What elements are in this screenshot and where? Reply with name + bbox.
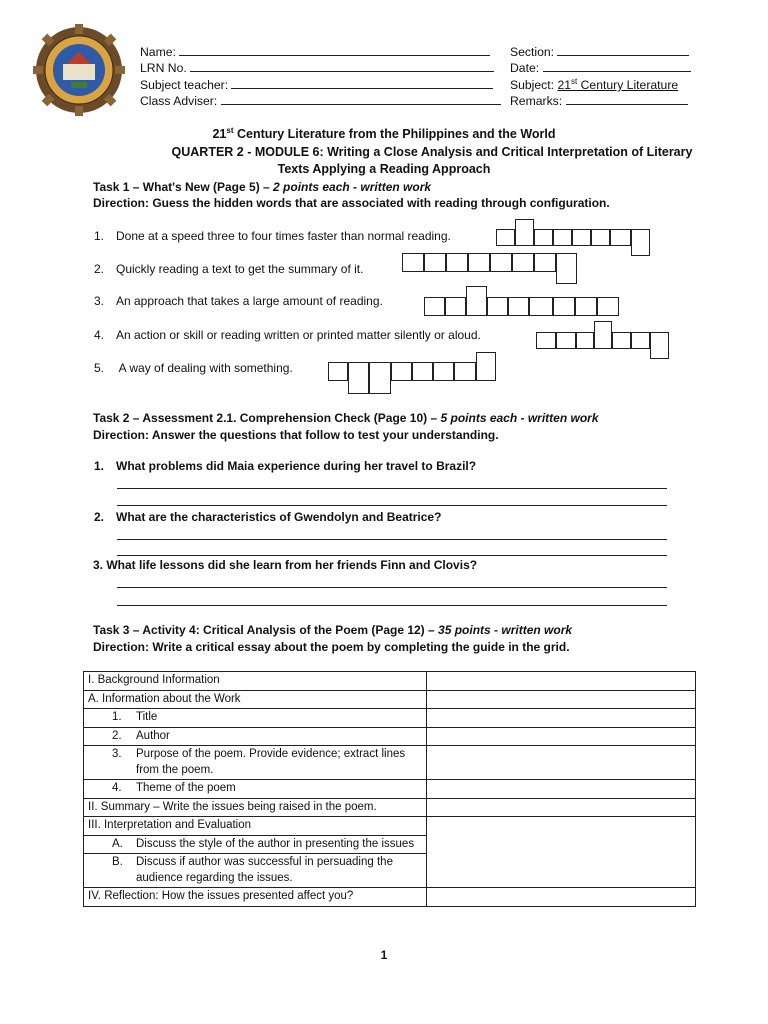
- answer-line[interactable]: [117, 555, 667, 556]
- module-title: QUARTER 2 - MODULE 6: Writing a Close Analysis and Critical Interpretation of Literary: [171, 145, 693, 159]
- teacher-line[interactable]: [231, 77, 493, 89]
- grid-answer-cell[interactable]: [427, 727, 696, 746]
- answer-line[interactable]: [117, 605, 667, 606]
- section-field[interactable]: Section:: [510, 44, 689, 59]
- school-logo: [33, 24, 125, 116]
- grid-label: I. Background Information: [84, 672, 427, 691]
- task2-heading: Task 2 – Assessment 2.1. Comprehension Check (Page 10) – 5 points each - written work: [93, 411, 599, 425]
- grid-answer-cell[interactable]: [427, 780, 696, 799]
- grid-answer-cell[interactable]: [427, 709, 696, 728]
- lrn-field[interactable]: LRN No.: [140, 60, 494, 75]
- page-number: 1: [380, 948, 388, 962]
- letter-box[interactable]: [610, 229, 631, 246]
- grid-answer-cell[interactable]: [427, 888, 696, 907]
- subject-value: 21st Century Literature: [557, 77, 679, 93]
- grid-row: [84, 817, 696, 836]
- letter-box[interactable]: [631, 332, 650, 349]
- letter-box[interactable]: [424, 253, 446, 272]
- letter-box[interactable]: [556, 253, 577, 284]
- task3-direction: Direction: Write a critical essay about the poem by completing the guide in the grid.: [93, 640, 570, 654]
- remarks-line[interactable]: [566, 93, 688, 105]
- module-subtitle: Texts Applying a Reading Approach: [277, 162, 491, 176]
- grid-row: [84, 888, 696, 907]
- date-field[interactable]: Date:: [510, 60, 691, 75]
- task1-heading: Task 1 – What's New (Page 5) – 2 points each - written work: [93, 180, 432, 194]
- task1-item-2: 2. Quickly reading a text to get the summary of it.: [94, 262, 364, 276]
- answer-line[interactable]: [117, 539, 667, 540]
- subject-field: Subject: 21st Century Literature: [510, 77, 679, 93]
- date-line[interactable]: [543, 60, 691, 72]
- letter-box[interactable]: [594, 321, 612, 349]
- answer-line[interactable]: [117, 505, 667, 506]
- grid-label: 2. Author: [84, 727, 427, 746]
- grid-label: A. Information about the Work: [84, 690, 427, 709]
- letter-box[interactable]: [572, 229, 591, 246]
- grid-row: [84, 746, 696, 780]
- grid-label: A. Discuss the style of the author in presenting the issues: [84, 835, 427, 854]
- answer-line[interactable]: [117, 587, 667, 588]
- adviser-field[interactable]: Class Adviser:: [140, 93, 501, 108]
- grid-row: [84, 780, 696, 799]
- answer-line[interactable]: [117, 488, 667, 489]
- section-line[interactable]: [557, 44, 689, 56]
- document-title: 21st Century Literature from the Philippines and the World: [212, 126, 556, 142]
- grid-answer-cell[interactable]: [427, 746, 696, 780]
- grid-row: [84, 709, 696, 728]
- grid-row: [84, 727, 696, 746]
- task2-question-1: 1. What problems did Maia experience during her travel to Brazil?: [94, 459, 477, 473]
- letter-box[interactable]: [490, 253, 512, 272]
- task3-heading: Task 3 – Activity 4: Critical Analysis of the Poem (Page 12) – 35 points - written work: [93, 623, 573, 637]
- task1-direction: Direction: Guess the hidden words that are associated with reading through configuration.: [93, 196, 610, 210]
- grid-answer-cell[interactable]: [427, 672, 696, 691]
- analysis-grid: [83, 671, 696, 907]
- name-line[interactable]: [179, 44, 490, 56]
- letter-box[interactable]: [369, 362, 391, 394]
- letter-box[interactable]: [536, 332, 556, 349]
- letter-box[interactable]: [454, 362, 476, 381]
- letter-box[interactable]: [534, 253, 556, 272]
- letter-box[interactable]: [445, 297, 466, 316]
- remarks-field[interactable]: Remarks:: [510, 93, 688, 108]
- task2-direction: Direction: Answer the questions that follow to test your understanding.: [93, 428, 499, 442]
- letter-box[interactable]: [515, 219, 534, 246]
- grid-label: 4. Theme of the poem: [84, 780, 427, 799]
- grid-label: 1. Title: [84, 709, 427, 728]
- task2-question-2: 2. What are the characteristics of Gwendolyn and Beatrice?: [94, 510, 442, 524]
- letter-box[interactable]: [512, 253, 534, 272]
- letter-box[interactable]: [534, 229, 553, 246]
- letter-box[interactable]: [348, 362, 369, 394]
- letter-box[interactable]: [529, 297, 553, 316]
- letter-box[interactable]: [650, 332, 669, 359]
- letter-box[interactable]: [446, 253, 468, 272]
- name-field[interactable]: Name:: [140, 44, 490, 59]
- letter-box[interactable]: [487, 297, 508, 316]
- task1-item-1: 1. Done at a speed three to four times faster than normal reading.: [94, 229, 451, 243]
- task1-item-3: 3. An approach that takes a large amount of reading.: [94, 294, 383, 308]
- letter-box[interactable]: [576, 332, 594, 349]
- letter-box[interactable]: [328, 362, 348, 381]
- task2-question-3: 3. What life lessons did she learn from her friends Finn and Clovis?: [93, 558, 478, 572]
- letter-box[interactable]: [553, 297, 575, 316]
- letter-box[interactable]: [597, 297, 619, 316]
- letter-box[interactable]: [412, 362, 433, 381]
- letter-box[interactable]: [575, 297, 597, 316]
- grid-label: IV. Reflection: How the issues presented affect you?: [84, 888, 427, 907]
- grid-label: B. Discuss if author was successful in persuading the audience regarding the issues.: [84, 854, 427, 888]
- grid-answer-cell[interactable]: [427, 817, 696, 888]
- letter-box[interactable]: [556, 332, 576, 349]
- grid-label: II. Summary – Write the issues being raised in the poem.: [84, 798, 427, 817]
- letter-box[interactable]: [391, 362, 412, 381]
- adviser-line[interactable]: [221, 93, 501, 105]
- letter-box[interactable]: [508, 297, 529, 316]
- letter-box[interactable]: [468, 253, 490, 272]
- letter-box[interactable]: [591, 229, 610, 246]
- letter-box[interactable]: [402, 253, 424, 272]
- grid-label: III. Interpretation and Evaluation: [84, 817, 427, 836]
- grid-answer-cell[interactable]: [427, 690, 696, 709]
- task1-item-4: 4. An action or skill or reading written or printed matter silently or aloud.: [94, 328, 481, 342]
- letter-box[interactable]: [631, 229, 650, 256]
- letter-box[interactable]: [466, 286, 487, 316]
- grid-answer-cell[interactable]: [427, 798, 696, 817]
- grid-row: [84, 690, 696, 709]
- task1-item-5: 5. A way of dealing with something.: [94, 361, 293, 375]
- letter-box[interactable]: [424, 297, 445, 316]
- grid-row: [84, 672, 696, 691]
- grid-label: 3. Purpose of the poem. Provide evidence; extract lines from the poem.: [84, 746, 427, 780]
- grid-row: [84, 798, 696, 817]
- letter-box[interactable]: [433, 362, 454, 381]
- lrn-line[interactable]: [190, 60, 494, 72]
- letter-box[interactable]: [612, 332, 631, 349]
- letter-box[interactable]: [553, 229, 572, 246]
- teacher-field[interactable]: Subject teacher:: [140, 77, 493, 92]
- letter-box[interactable]: [476, 352, 496, 381]
- letter-box[interactable]: [496, 229, 515, 246]
